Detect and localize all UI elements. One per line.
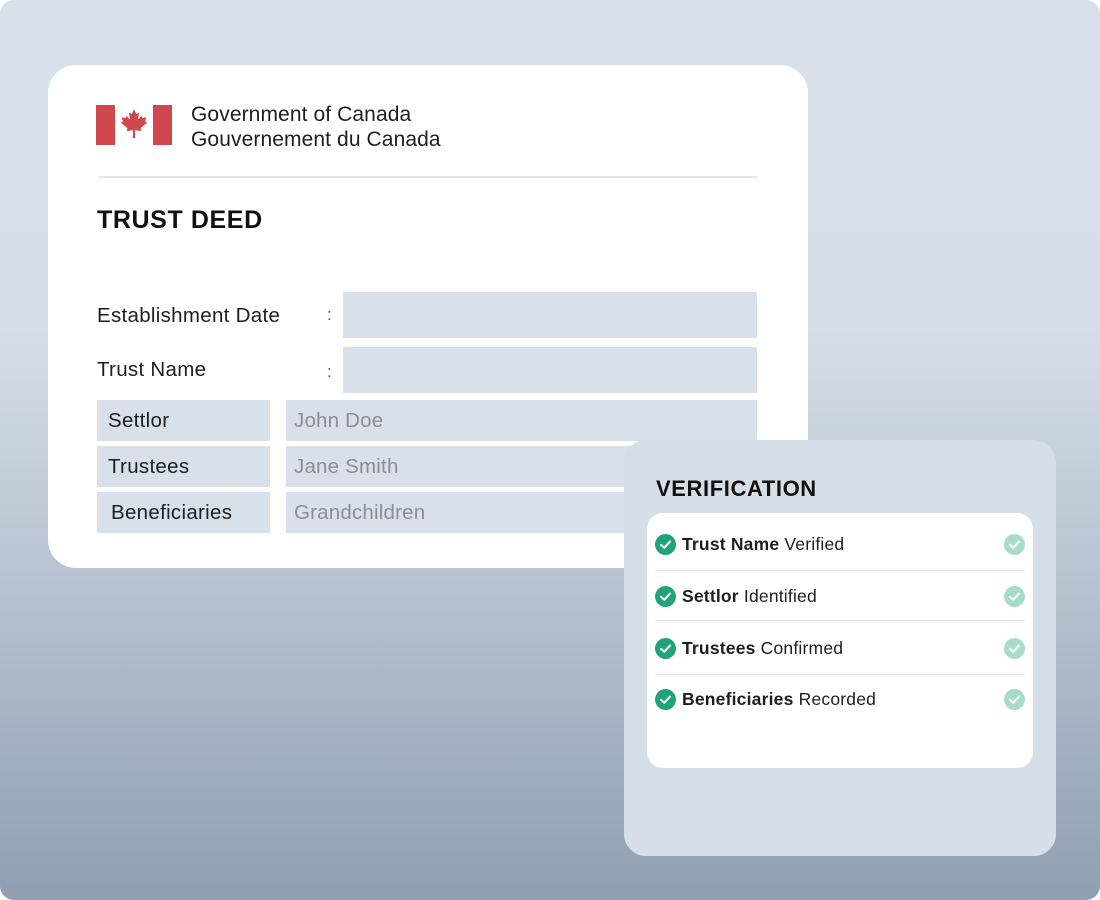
check-status-icon (1004, 638, 1025, 659)
establishment-date-colon: : (327, 305, 332, 324)
check-circle-icon (655, 689, 676, 710)
verify-item-label: Beneficiaries Recorded (682, 689, 877, 709)
settlor-input[interactable]: John Doe (286, 400, 757, 441)
check-status-icon (1004, 534, 1025, 555)
beneficiaries-input[interactable]: Grandchildren (286, 492, 757, 533)
verify-item-label: Settlor Identified (682, 586, 817, 606)
trust-name-label: Trust Name (97, 358, 207, 381)
header-divider (99, 176, 757, 178)
check-circle-icon (655, 534, 676, 555)
verification-list (647, 513, 1033, 768)
settlor-label: Settlor (97, 400, 270, 441)
verification-title: VERIFICATION (656, 476, 817, 501)
check-circle-icon (655, 638, 676, 659)
trustees-input[interactable]: Jane Smith (286, 446, 757, 487)
gov-name-english: Government of Canada (191, 103, 412, 126)
canada-flag-icon (96, 105, 172, 145)
verification-panel (624, 440, 1056, 856)
trust-name-input[interactable] (343, 347, 757, 393)
deed-title: TRUST DEED (97, 206, 263, 234)
verify-item-settlor (655, 571, 1025, 622)
verify-item-beneficiaries (655, 674, 1025, 725)
trustees-label: Trustees (97, 446, 270, 487)
verify-item-trustees (655, 623, 1025, 674)
trust-name-colon: : (327, 362, 332, 381)
verify-item-label: Trust Name Verified (682, 534, 845, 554)
check-circle-icon (655, 586, 676, 607)
check-status-icon (1004, 586, 1025, 607)
item-divider (655, 620, 1025, 621)
verify-item-trust-name (655, 519, 1025, 570)
establishment-date-input[interactable] (343, 292, 757, 338)
check-status-icon (1004, 689, 1025, 710)
establishment-date-label: Establishment Date (97, 304, 281, 327)
verify-item-label: Trustees Confirmed (682, 638, 844, 658)
beneficiaries-label: Beneficiaries (97, 492, 270, 533)
gov-name-french: Gouvernement du Canada (191, 128, 441, 151)
government-header (96, 103, 756, 153)
